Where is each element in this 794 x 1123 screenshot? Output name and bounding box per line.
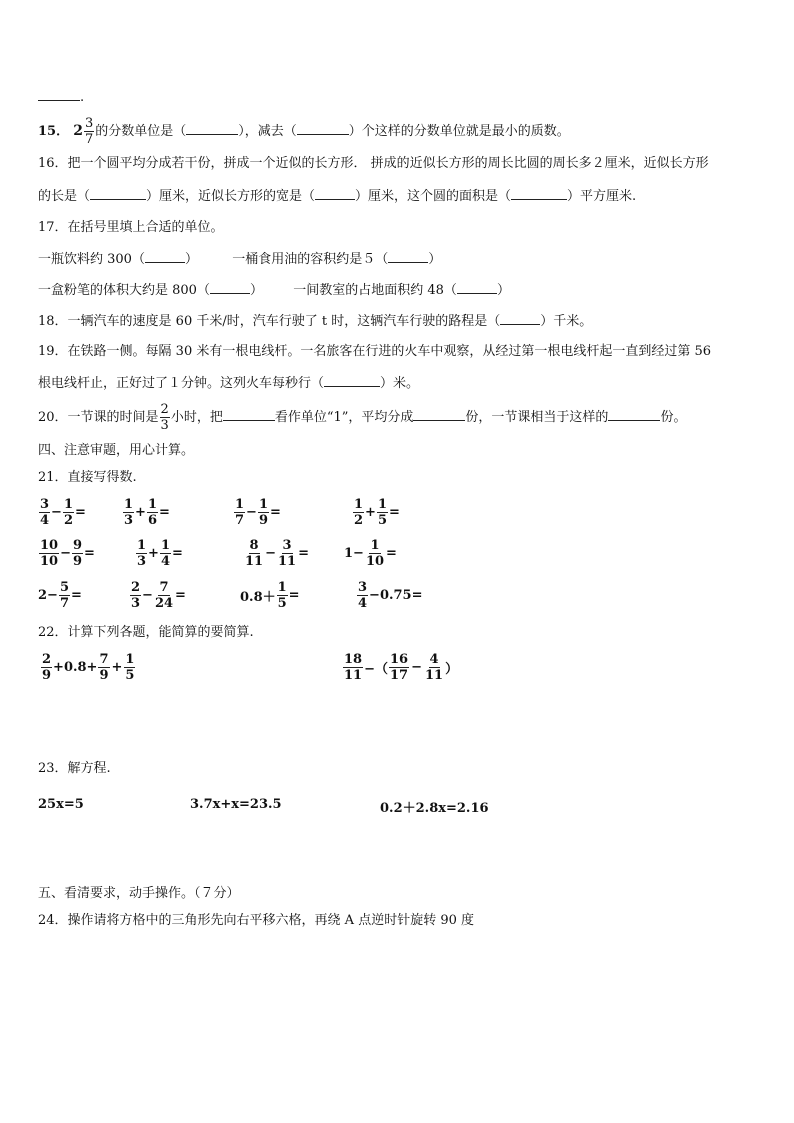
equation-3: 0.2＋2.8x=2.16 <box>380 801 489 816</box>
fraction: $\frac{8}{11}$ <box>245 538 264 569</box>
fill-blank[interactable] <box>413 408 465 421</box>
fill-blank[interactable] <box>388 250 428 263</box>
equation-2: 3.7x+x=23.5 <box>190 797 282 812</box>
mental-math-item: 2− $\frac{5}{7}$ = <box>38 580 82 611</box>
equation-1: 25x=5 <box>38 797 84 812</box>
fill-blank[interactable] <box>223 408 275 421</box>
fraction: $\frac{1}{5}$ <box>377 497 387 528</box>
fill-blank[interactable] <box>315 187 355 200</box>
question-16-line-2: 的长是（ ）厘米，近似长方形的宽是（ ）厘米，这个圆的面积是（ ）平方厘米. <box>38 189 637 204</box>
fraction: $\frac{1}{2}$ <box>63 497 73 528</box>
fill-blank[interactable] <box>608 408 660 421</box>
mental-math-item: $\frac{10}{10}$ − $\frac{9}{9}$ = <box>40 538 95 569</box>
fraction: $\frac{3}{4}$ <box>358 580 368 611</box>
mental-math-item: $\frac{1}{3}$ + $\frac{1}{6}$ = <box>124 497 170 528</box>
fill-blank[interactable] <box>500 312 540 325</box>
fraction: $\frac{1}{5}$ <box>277 580 287 611</box>
fraction: $\frac{3}{4}$ <box>40 497 50 528</box>
fraction: $\frac{1}{3}$ <box>124 497 134 528</box>
mixed-fraction: $\frac{3}{7}$ <box>84 116 94 147</box>
question-15: 15． 2 $\frac{3}{7}$ 的分数单位是（ ），减去（ ）个这样的分数单位就是最小的质数。 <box>38 116 570 147</box>
fill-blank[interactable] <box>457 281 497 294</box>
question-17-row-1: 一瓶饮料约 300（ ） 一桶食用油的容积约是５（ ） <box>38 252 442 267</box>
mental-math-item: $\frac{2}{3}$ − $\frac{7}{24}$ = <box>131 580 186 611</box>
fill-blank[interactable] <box>90 187 146 200</box>
fraction: $\frac{3}{11}$ <box>278 538 297 569</box>
question-22-title: 22．计算下列各题，能简算的要简算. <box>38 625 254 640</box>
question-23-title: 23．解方程. <box>38 761 111 776</box>
fill-blank[interactable] <box>297 122 349 135</box>
question-21-title: 21．直接写得数. <box>38 470 137 485</box>
calc-expression-2: $\frac{18}{11}$ −（ $\frac{16}{17}$ − $\frac{4}{11}$ ） <box>344 652 459 683</box>
question-18: 18．一辆汽车的速度是 60 千米/时，汽车行驶了 t 时，这辆汽车行驶的路程是（ ）千米。 <box>38 314 593 329</box>
fill-blank[interactable] <box>186 122 238 135</box>
fill-blank[interactable] <box>210 281 250 294</box>
fraction: $\frac{1}{6}$ <box>147 497 157 528</box>
question-17-title: 17．在括号里填上合适的单位。 <box>38 220 224 235</box>
calc-expression-1: $\frac{2}{9}$ +0.8+ $\frac{7}{9}$ + $\frac{1}{5}$ <box>42 652 135 683</box>
question-19-line-1: 19．在铁路一侧。每隔 30 米有一根电线杆。一名旅客在行进的火车中观察，从经过第一根电线杆起一直到经过第 56 <box>38 344 712 359</box>
fill-blank[interactable] <box>324 374 380 387</box>
fraction: $\frac{9}{9}$ <box>73 538 83 569</box>
answer-blank-line: . <box>38 88 84 107</box>
mental-math-item: $\frac{1}{7}$ − $\frac{1}{9}$ = <box>235 497 281 528</box>
fraction: $\frac{7}{24}$ <box>154 580 174 611</box>
mental-math-item: $\frac{3}{4}$ −0.75= <box>358 580 423 611</box>
mental-math-item: $\frac{1}{3}$ + $\frac{1}{4}$ = <box>137 538 183 569</box>
fraction: $\frac{1}{3}$ <box>137 538 147 569</box>
question-24: 24．操作请将方格中的三角形先向右平移六格，再绕 A 点逆时针旋转 90 度 <box>38 913 475 928</box>
fraction: $\frac{2}{3}$ <box>160 402 169 433</box>
mental-math-item: 1− $\frac{1}{10}$ = <box>344 538 397 569</box>
mental-math-item: $\frac{1}{2}$ + $\frac{1}{5}$ = <box>354 497 400 528</box>
mental-math-item: $\frac{8}{11}$ − $\frac{3}{11}$ = <box>245 538 309 569</box>
question-16-line-1: 16．把一个圆平均分成若干份，拼成一个近似的长方形． 拼成的近似长方形的周长比圆的周长多２厘米，近似长方形 <box>38 156 709 171</box>
fraction: $\frac{1}{10}$ <box>365 538 385 569</box>
fraction: $\frac{1}{9}$ <box>258 497 268 528</box>
fill-blank[interactable] <box>511 187 567 200</box>
fraction: $\frac{2}{3}$ <box>131 580 141 611</box>
question-17-row-2: 一盒粉笔的体积大约是 800（ ） 一间教室的占地面积约 48（ ） <box>38 283 510 298</box>
fraction: $\frac{10}{10}$ <box>40 538 59 569</box>
fill-blank[interactable] <box>145 250 185 263</box>
mental-math-item: 0.8＋ $\frac{1}{5}$ = <box>240 580 300 611</box>
question-20: 20．一节课的时间是 $\frac{2}{3}$ 小时，把 看作单位“1”，平均分成 份，一节课相当于这样的 份。 <box>38 402 687 433</box>
fraction: $\frac{1}{2}$ <box>354 497 364 528</box>
fraction: $\frac{1}{4}$ <box>160 538 170 569</box>
fraction: $\frac{1}{7}$ <box>235 497 245 528</box>
question-19-line-2: 根电线杆止，正好过了１分钟。这列火车每秒行（ ）米。 <box>38 376 420 391</box>
section-5-heading: 五、看清要求，动手操作。（７分） <box>38 886 240 901</box>
fraction: $\frac{5}{7}$ <box>59 580 69 611</box>
section-4-heading: 四、注意审题，用心计算。 <box>38 443 195 458</box>
mental-math-item: $\frac{3}{4}$ − $\frac{1}{2}$ = <box>40 497 86 528</box>
